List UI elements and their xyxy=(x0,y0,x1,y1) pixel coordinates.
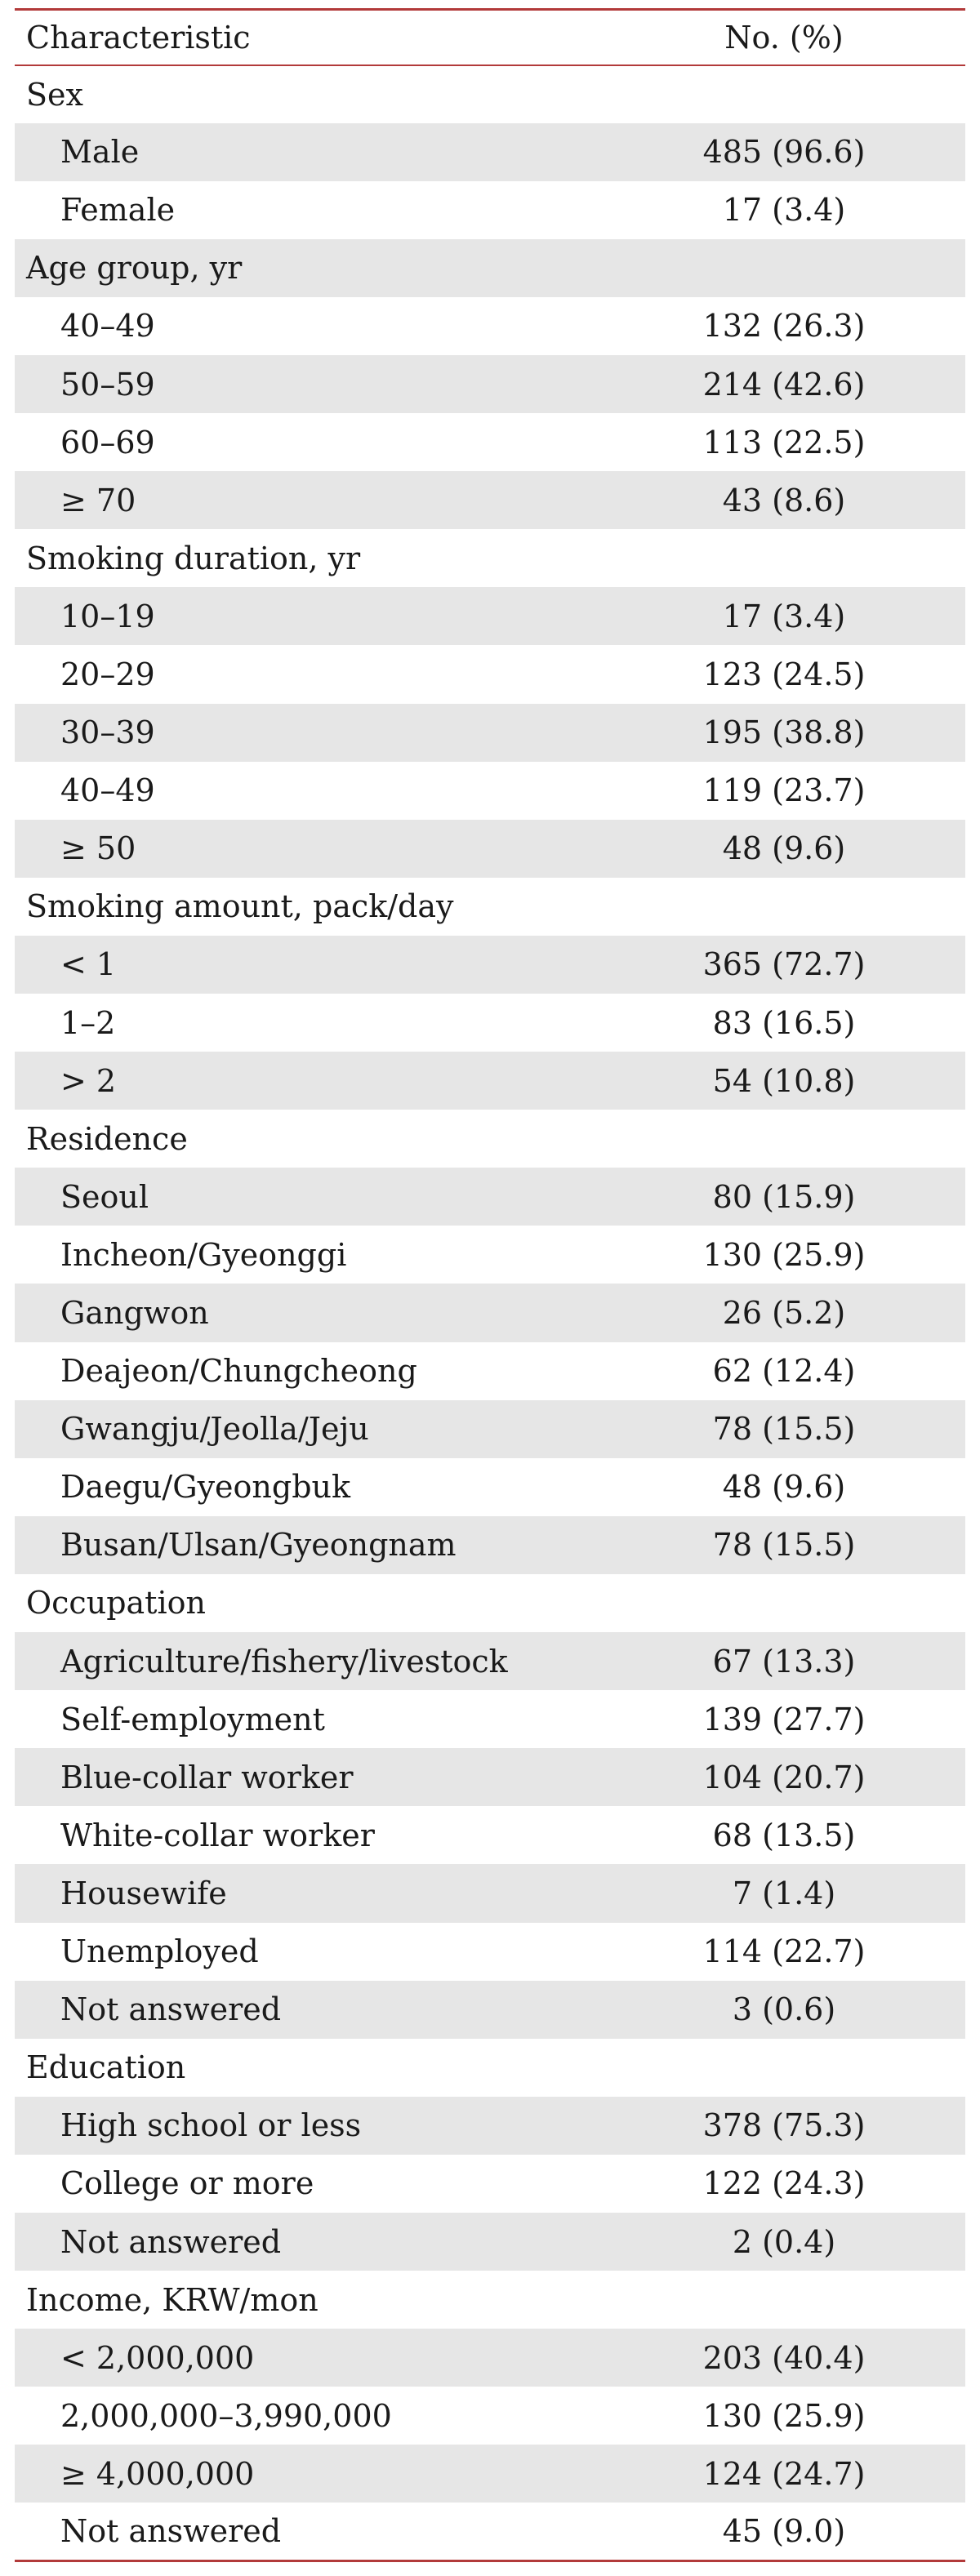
table-row xyxy=(15,1168,965,1226)
table-row xyxy=(15,1690,965,1748)
row-label: Male xyxy=(15,123,603,181)
table-row xyxy=(15,413,965,471)
group-label: Age group, yr xyxy=(15,239,603,297)
row-label: Housewife xyxy=(15,1864,603,1922)
table-group-row xyxy=(15,1110,965,1168)
row-value: 3 (0.6) xyxy=(603,1981,965,2039)
row-label: ≥ 4,000,000 xyxy=(15,2445,603,2503)
row-value: 130 (25.9) xyxy=(702,1236,866,1273)
row-label: White-collar worker xyxy=(60,1817,375,1853)
row-label: Self-employment xyxy=(60,1701,325,1737)
row-value: 2 (0.4) xyxy=(603,2213,965,2271)
row-value: 68 (13.5) xyxy=(712,1817,856,1853)
row-label: Not answered xyxy=(15,2213,603,2271)
row-label: 30–39 xyxy=(15,704,603,762)
header-number-percent: No. (%) xyxy=(724,19,844,56)
table-group-row xyxy=(15,878,965,936)
table-group-row xyxy=(15,529,965,587)
row-label: 50–59 xyxy=(15,355,603,413)
row-value: 43 (8.6) xyxy=(603,471,965,529)
row-value: 130 (25.9) xyxy=(702,2397,866,2434)
table-row xyxy=(15,297,965,355)
row-label: Not answered xyxy=(15,1981,603,2039)
row-value: 83 (16.5) xyxy=(712,1004,856,1041)
row-label: College or more xyxy=(60,2165,314,2202)
table-row xyxy=(15,2503,965,2560)
table-row xyxy=(15,2155,965,2213)
group-label: Smoking duration, yr xyxy=(26,540,361,576)
row-value: 195 (38.8) xyxy=(603,704,965,762)
table-row xyxy=(15,1923,965,1981)
row-value: 119 (23.7) xyxy=(702,772,866,809)
row-value: 54 (10.8) xyxy=(603,1052,965,1110)
header-characteristic: Characteristic xyxy=(26,19,251,56)
row-value: 48 (9.6) xyxy=(603,820,965,878)
row-value: 122 (24.3) xyxy=(702,2165,866,2202)
row-label: Incheon/Gyeonggi xyxy=(60,1236,347,1273)
table-row xyxy=(15,1748,965,1806)
row-value: 378 (75.3) xyxy=(603,2097,965,2155)
row-value: 365 (72.7) xyxy=(603,936,965,994)
row-label: Deajeon/Chungcheong xyxy=(60,1353,417,1390)
row-value: 80 (15.9) xyxy=(603,1168,965,1226)
row-value: 124 (24.7) xyxy=(603,2445,965,2503)
table-row xyxy=(15,1400,965,1458)
row-value: 132 (26.3) xyxy=(702,308,866,345)
row-label: Seoul xyxy=(15,1168,603,1226)
characteristics-table xyxy=(15,8,965,2562)
row-value: 104 (20.7) xyxy=(603,1748,965,1806)
table-row xyxy=(15,1981,965,2039)
row-label: > 2 xyxy=(15,1052,603,1110)
table-group-row xyxy=(15,65,965,123)
table-row xyxy=(15,2213,965,2271)
row-label: 1–2 xyxy=(60,1004,116,1041)
row-label: < 2,000,000 xyxy=(15,2329,603,2387)
row-value xyxy=(603,878,965,936)
row-value: 78 (15.5) xyxy=(603,1400,965,1458)
row-value: 17 (3.4) xyxy=(603,587,965,645)
table-row xyxy=(15,123,965,181)
group-label: Smoking amount, pack/day xyxy=(26,888,454,925)
table-row xyxy=(15,471,965,529)
row-value xyxy=(603,1110,965,1168)
row-label: Busan/Ulsan/Gyeongnam xyxy=(15,1516,603,1574)
table-row xyxy=(15,645,965,703)
row-label: Unemployed xyxy=(60,1933,259,1970)
table-row xyxy=(15,1052,965,1110)
table-group-row xyxy=(15,1574,965,1632)
row-value: 48 (9.6) xyxy=(722,1469,846,1506)
table-row xyxy=(15,1226,965,1284)
row-label: ≥ 50 xyxy=(15,820,603,878)
group-label: Occupation xyxy=(26,1585,206,1622)
table-row xyxy=(15,181,965,239)
table-row xyxy=(15,2445,965,2503)
table-row xyxy=(15,1806,965,1864)
table-row xyxy=(15,2097,965,2155)
table-row xyxy=(15,1342,965,1400)
row-value: 62 (12.4) xyxy=(712,1353,856,1390)
table-row xyxy=(15,820,965,878)
row-label: Daegu/Gyeongbuk xyxy=(60,1469,351,1506)
row-label: 2,000,000–3,990,000 xyxy=(60,2397,392,2434)
group-label: Residence xyxy=(26,1120,188,1157)
row-value: 114 (22.7) xyxy=(702,1933,866,1970)
row-label: Agriculture/fishery/livestock xyxy=(15,1632,603,1690)
row-value xyxy=(603,2271,965,2329)
group-label: Education xyxy=(26,2049,186,2086)
row-value: 67 (13.3) xyxy=(603,1632,965,1690)
table-row xyxy=(15,994,965,1052)
row-value xyxy=(603,239,965,297)
table-row xyxy=(15,587,965,645)
row-value: 17 (3.4) xyxy=(722,192,846,229)
row-value xyxy=(603,1574,965,1632)
table-group-row xyxy=(15,2271,965,2329)
row-label: ≥ 70 xyxy=(15,471,603,529)
row-label: Gangwon xyxy=(15,1284,603,1341)
group-label: Income, KRW/mon xyxy=(26,2281,318,2318)
table-row xyxy=(15,2329,965,2387)
row-label: Blue-collar worker xyxy=(15,1748,603,1806)
row-value: 123 (24.5) xyxy=(702,656,866,692)
table-group-row xyxy=(15,239,965,297)
row-value: 203 (40.4) xyxy=(603,2329,965,2387)
row-label: < 1 xyxy=(15,936,603,994)
row-value: 78 (15.5) xyxy=(603,1516,965,1574)
row-label: 40–49 xyxy=(60,772,155,809)
row-value: 485 (96.6) xyxy=(603,123,965,181)
row-value: 214 (42.6) xyxy=(603,355,965,413)
row-label: Female xyxy=(60,192,176,229)
table-row xyxy=(15,936,965,994)
table-body xyxy=(15,65,965,2561)
table-row xyxy=(15,2387,965,2445)
row-label: 10–19 xyxy=(15,587,603,645)
row-value xyxy=(603,2039,965,2097)
row-label: Not answered xyxy=(60,2513,282,2550)
row-value: 45 (9.0) xyxy=(722,2513,846,2550)
row-value xyxy=(603,65,965,123)
table-row xyxy=(15,1632,965,1690)
table-group-row xyxy=(15,2039,965,2097)
table-row xyxy=(15,1458,965,1516)
row-value xyxy=(603,529,965,587)
group-label: Sex xyxy=(26,76,83,113)
row-value: 26 (5.2) xyxy=(603,1284,965,1341)
row-label: 40–49 xyxy=(60,308,155,345)
row-label: Gwangju/Jeolla/Jeju xyxy=(15,1400,603,1458)
table-row xyxy=(15,762,965,820)
table-row xyxy=(15,355,965,413)
row-value: 113 (22.5) xyxy=(702,424,866,460)
row-value: 139 (27.7) xyxy=(702,1701,866,1737)
row-label: 20–29 xyxy=(60,656,155,692)
table-row xyxy=(15,1284,965,1341)
table-row xyxy=(15,1864,965,1922)
table-row xyxy=(15,704,965,762)
header-row xyxy=(15,10,965,65)
table-row xyxy=(15,1516,965,1574)
row-label: High school or less xyxy=(15,2097,603,2155)
row-label: 60–69 xyxy=(60,424,155,460)
table-header xyxy=(15,10,965,65)
row-value: 7 (1.4) xyxy=(603,1864,965,1922)
